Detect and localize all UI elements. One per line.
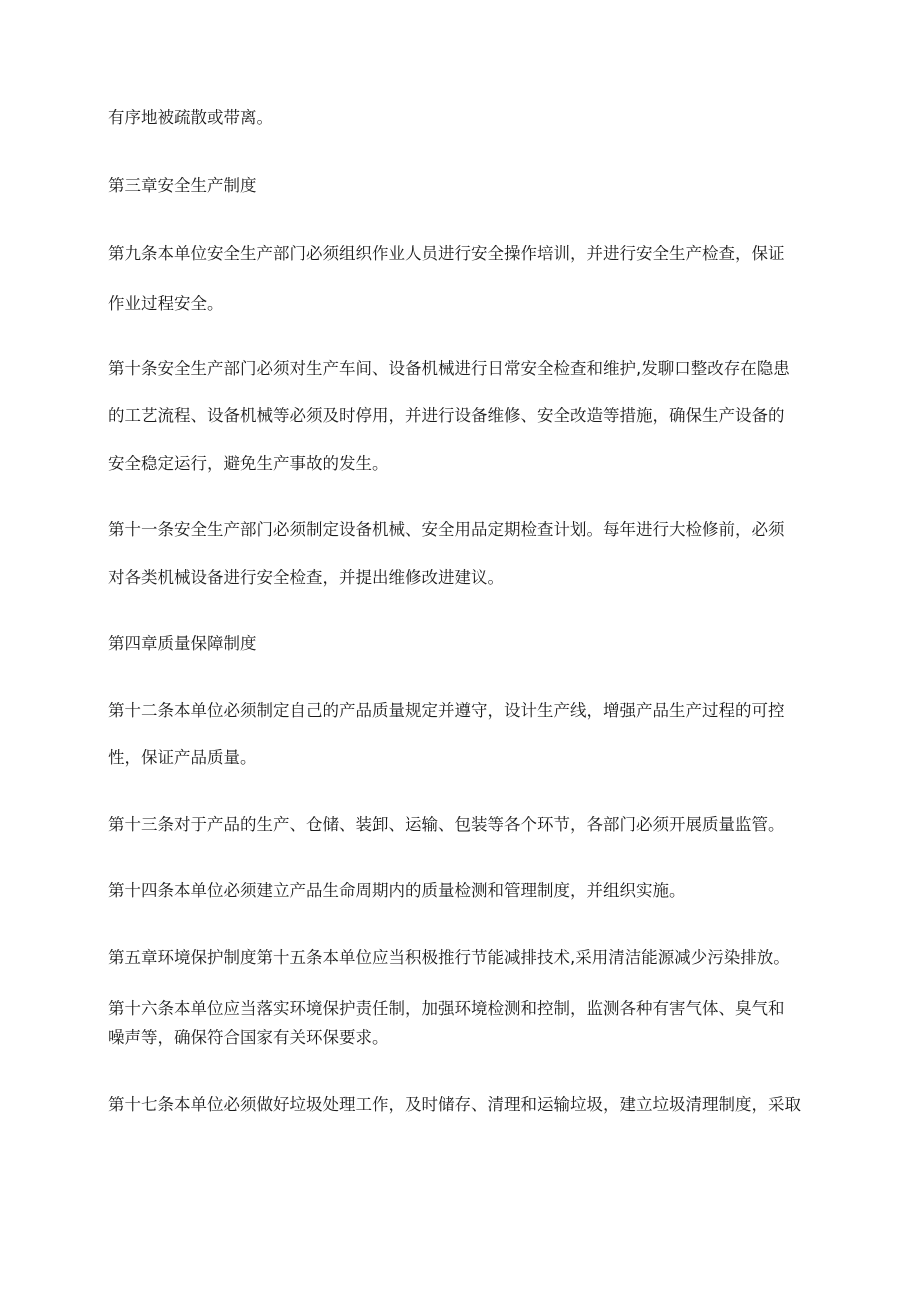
text-line: 第十二条本单位必须制定自己的产品质量规定并遵守，设计生产线，增强产品生产过程的可控 (108, 701, 785, 720)
text-line: 第十三条对于产品的生产、仓储、装卸、运输、包装等各个环节，各部门必须开展质量监管。 (108, 815, 785, 834)
text-line: 噪声等，确保符合国家有关环保要求。 (108, 1028, 389, 1047)
chapter-heading: 第三章安全生产制度 (108, 176, 257, 195)
text-line: 作业过程安全。 (108, 294, 224, 313)
text-line: 第十七条本单位必须做好垃圾处理工作，及时储存、清理和运输垃圾，建立垃圾清理制度，采取 (108, 1095, 801, 1114)
text-line: 第九条本单位安全生产部门必须组织作业人员进行安全操作培训，并进行安全生产检查，保证 (108, 244, 785, 263)
chapter-heading: 第四章质量保障制度 (108, 634, 257, 653)
text-line: 第十四条本单位必须建立产品生命周期内的质量检测和管理制度，并组织实施。 (108, 881, 686, 900)
text-line: 安全稳定运行，避免生产事故的发生。 (108, 454, 389, 473)
text-line: 第十一条安全生产部门必须制定设备机械、安全用品定期检查计划。每年进行大检修前，必须 (108, 520, 785, 539)
text-line: 有序地被疏散或带离。 (108, 108, 273, 127)
text-line: 性，保证产品质量。 (108, 748, 257, 767)
text-line: 第十六条本单位应当落实环境保护责任制，加强环境检测和控制，监测各种有害气体、臭气和 (108, 999, 785, 1018)
text-line: 对各类机械设备进行安全检查，并提出维修改进建议。 (108, 568, 504, 587)
text-line: 第五章环境保护制度第十五条本单位应当积极推行节能减排技术,采用清洁能源减少污染排放。 (108, 948, 790, 967)
text-line: 的工艺流程、设备机械等必须及时停用，并进行设备维修、安全改造等措施，确保生产设备的 (108, 406, 785, 425)
text-line: 第十条安全生产部门必须对生产车间、设备机械进行日常安全检查和维护,发聊口整改存在隐患 (108, 359, 790, 378)
